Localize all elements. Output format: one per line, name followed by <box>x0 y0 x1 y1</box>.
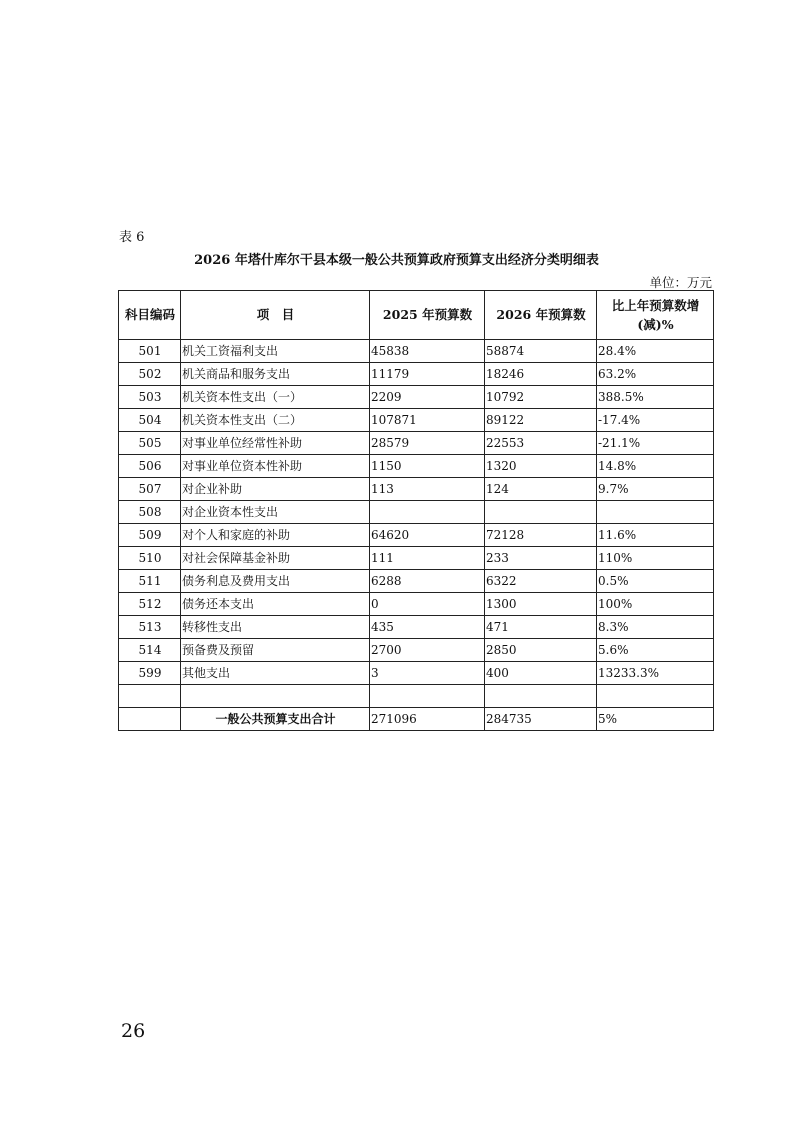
row-2026 <box>485 685 597 708</box>
row-2025: 111 <box>370 547 485 570</box>
row-code: 503 <box>119 386 181 409</box>
row-item: 债务利息及费用支出 <box>181 570 370 593</box>
header-2026: 2026 年预算数 <box>485 291 597 340</box>
row-change: 13233.3% <box>597 662 714 685</box>
row-2025: 1150 <box>370 455 485 478</box>
row-item: 其他支出 <box>181 662 370 685</box>
row-change: 5.6% <box>597 639 714 662</box>
table-row <box>119 524 714 547</box>
row-item: 预备费及预留 <box>181 639 370 662</box>
row-change: 8.3% <box>597 616 714 639</box>
row-change: 100% <box>597 593 714 616</box>
row-code: 599 <box>119 662 181 685</box>
row-2026: 72128 <box>485 524 597 547</box>
row-2025: 28579 <box>370 432 485 455</box>
row-change: -17.4% <box>597 409 714 432</box>
row-code: 501 <box>119 340 181 363</box>
row-change: 110% <box>597 547 714 570</box>
table-row <box>119 386 714 409</box>
table-row <box>119 547 714 570</box>
header-item: 项 目 <box>181 291 370 340</box>
row-item: 机关资本性支出（二） <box>181 409 370 432</box>
row-change: 388.5% <box>597 386 714 409</box>
row-2025: 45838 <box>370 340 485 363</box>
row-change: 63.2% <box>597 363 714 386</box>
table-row <box>119 616 714 639</box>
row-code: 509 <box>119 524 181 547</box>
row-2026: 1300 <box>485 593 597 616</box>
row-item: 对个人和家庭的补助 <box>181 524 370 547</box>
table-row <box>119 662 714 685</box>
row-2025: 2209 <box>370 386 485 409</box>
row-2026: 10792 <box>485 386 597 409</box>
total-code <box>119 708 181 731</box>
row-change <box>597 685 714 708</box>
row-change: 11.6% <box>597 524 714 547</box>
row-item <box>181 685 370 708</box>
row-item: 机关工资福利支出 <box>181 340 370 363</box>
row-2025: 6288 <box>370 570 485 593</box>
table-row <box>119 501 714 524</box>
row-2026: 58874 <box>485 340 597 363</box>
row-code: 508 <box>119 501 181 524</box>
row-code: 510 <box>119 547 181 570</box>
total-row <box>119 708 714 731</box>
row-2026: 400 <box>485 662 597 685</box>
table-row <box>119 340 714 363</box>
row-2026: 233 <box>485 547 597 570</box>
row-change: 28.4% <box>597 340 714 363</box>
row-item: 对事业单位资本性补助 <box>181 455 370 478</box>
row-2026: 2850 <box>485 639 597 662</box>
table-row <box>119 639 714 662</box>
row-item: 转移性支出 <box>181 616 370 639</box>
table-row <box>119 409 714 432</box>
row-2026: 22553 <box>485 432 597 455</box>
row-2025: 64620 <box>370 524 485 547</box>
row-code: 513 <box>119 616 181 639</box>
row-code: 506 <box>119 455 181 478</box>
row-2026: 124 <box>485 478 597 501</box>
row-item: 债务还本支出 <box>181 593 370 616</box>
table-label: 表 6 <box>119 230 145 245</box>
row-2025: 107871 <box>370 409 485 432</box>
total-2026: 284735 <box>485 708 597 731</box>
table-row <box>119 570 714 593</box>
header-change: 比上年预算数增(减)% <box>597 291 714 340</box>
row-2026: 6322 <box>485 570 597 593</box>
row-item: 机关商品和服务支出 <box>181 363 370 386</box>
table-row <box>119 478 714 501</box>
row-2025: 113 <box>370 478 485 501</box>
row-2026: 89122 <box>485 409 597 432</box>
row-2025: 3 <box>370 662 485 685</box>
row-item: 对企业资本性支出 <box>181 501 370 524</box>
row-code: 514 <box>119 639 181 662</box>
table-row <box>119 432 714 455</box>
row-code: 502 <box>119 363 181 386</box>
table-row <box>119 455 714 478</box>
total-2025: 271096 <box>370 708 485 731</box>
row-2025: 435 <box>370 616 485 639</box>
total-label: 一般公共预算支出合计 <box>181 708 370 731</box>
row-code: 511 <box>119 570 181 593</box>
row-2025: 11179 <box>370 363 485 386</box>
row-code: 512 <box>119 593 181 616</box>
row-2025: 2700 <box>370 639 485 662</box>
row-change <box>597 501 714 524</box>
row-change: 14.8% <box>597 455 714 478</box>
row-item: 机关资本性支出（一） <box>181 386 370 409</box>
page-title: 2026 年塔什库尔干县本级一般公共预算政府预算支出经济分类明细表 <box>194 253 599 268</box>
row-2025 <box>370 685 485 708</box>
row-code <box>119 685 181 708</box>
row-item: 对企业补助 <box>181 478 370 501</box>
row-change: 9.7% <box>597 478 714 501</box>
row-code: 507 <box>119 478 181 501</box>
table-row <box>119 593 714 616</box>
row-change: 0.5% <box>597 570 714 593</box>
table-row <box>119 363 714 386</box>
row-2025: 0 <box>370 593 485 616</box>
header-2025: 2025 年预算数 <box>370 291 485 340</box>
header-row <box>119 291 714 340</box>
row-code: 505 <box>119 432 181 455</box>
row-change: -21.1% <box>597 432 714 455</box>
unit-note: 单位：万元 <box>649 275 712 290</box>
table-row <box>119 685 714 708</box>
page-number: 26 <box>121 1020 146 1042</box>
header-code: 科目编码 <box>119 291 181 340</box>
row-2026: 471 <box>485 616 597 639</box>
row-2026 <box>485 501 597 524</box>
total-change: 5% <box>597 708 714 731</box>
row-2026: 1320 <box>485 455 597 478</box>
budget-table <box>118 290 714 731</box>
row-2025 <box>370 501 485 524</box>
row-code: 504 <box>119 409 181 432</box>
row-item: 对事业单位经常性补助 <box>181 432 370 455</box>
row-2026: 18246 <box>485 363 597 386</box>
row-item: 对社会保障基金补助 <box>181 547 370 570</box>
